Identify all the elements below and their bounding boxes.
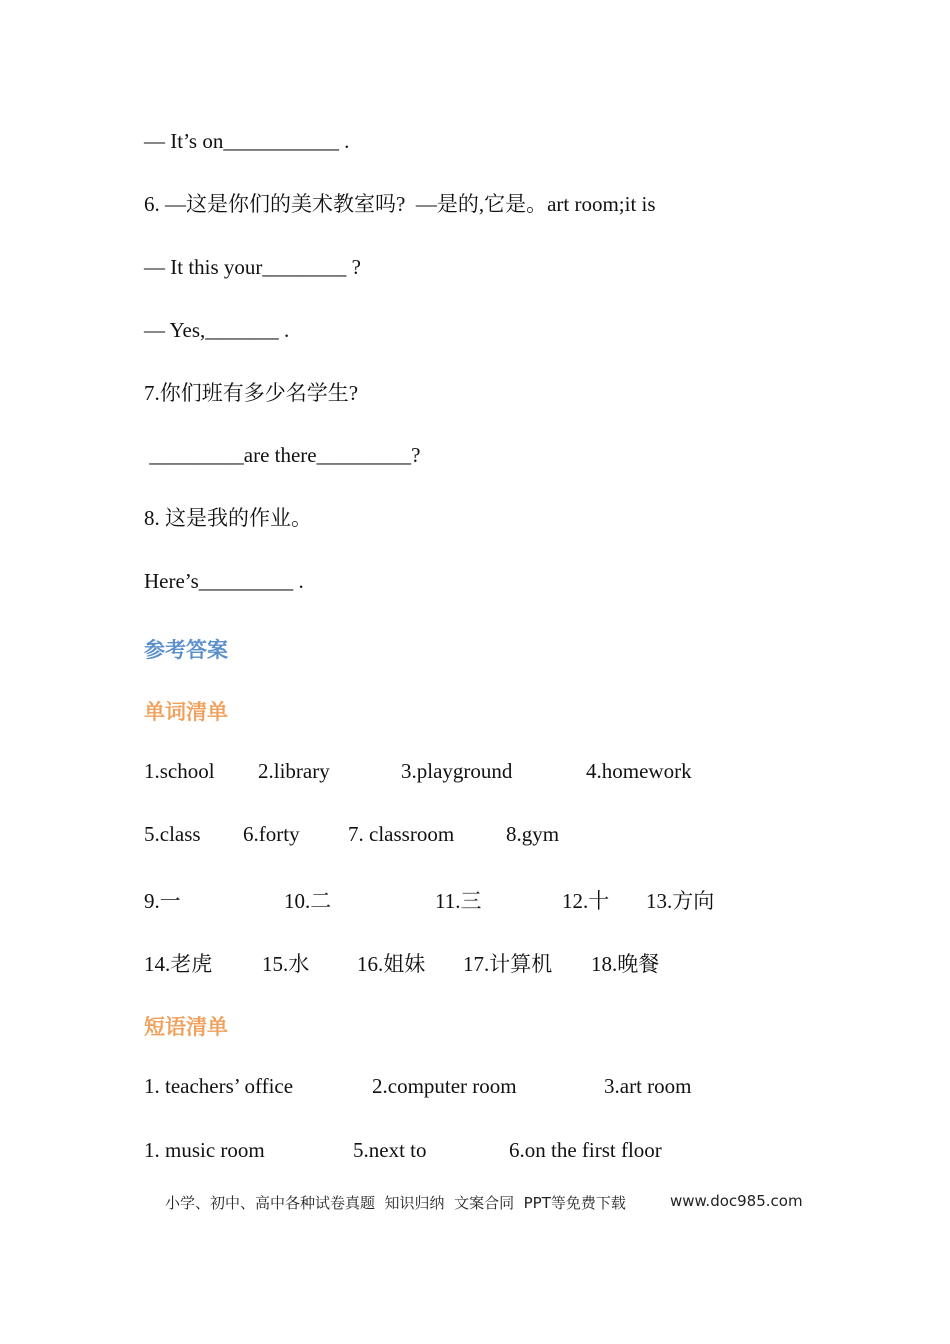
list-item: 2.library: [258, 759, 330, 783]
q8-prompt: 8. 这是我的作业。: [144, 506, 312, 530]
list-item: 5.class: [144, 822, 201, 846]
q6-line1: — It this your________ ?: [144, 255, 361, 279]
list-item: 10.二: [284, 889, 332, 913]
list-item: 7. classroom: [348, 822, 455, 846]
list-item: 12.十: [562, 889, 610, 913]
list-item: 15.水: [262, 952, 310, 976]
list-item: 1. teachers’ office: [144, 1074, 294, 1098]
q8-line: Here’s_________ .: [144, 569, 304, 593]
list-item: 1. music room: [144, 1138, 265, 1162]
list-item: 6.on the first floor: [509, 1138, 662, 1162]
list-item: 6.forty: [243, 822, 300, 846]
list-item: 11.三: [435, 889, 482, 913]
list-item: 5.next to: [353, 1138, 427, 1162]
answers-title: 参考答案: [144, 638, 228, 662]
list-item: 16.姐妹: [357, 952, 426, 976]
footer-url[interactable]: www.doc985.com: [670, 1192, 803, 1210]
footer-text: 小学、初中、高中各种试卷真题 知识归纳 文案合同 PPT等免费下载: [165, 1194, 626, 1212]
list-item: 17.计算机: [463, 952, 553, 976]
list-item: 13.方向: [646, 889, 715, 913]
list-item: 18.晚餐: [591, 952, 660, 976]
q7-line: _________are there_________?: [144, 443, 421, 467]
list-item: 14.老虎: [144, 952, 213, 976]
list-item: 3.art room: [604, 1074, 692, 1098]
q7-prompt: 7.你们班有多少名学生?: [144, 381, 359, 405]
list-item: 8.gym: [506, 822, 560, 846]
q6-prompt: 6. —这是你们的美术教室吗? —是的,它是。art room;it is: [144, 192, 656, 216]
list-item: 3.playground: [401, 759, 513, 783]
words-heading: 单词清单: [144, 700, 228, 724]
q6-line2: — Yes,_______ .: [144, 318, 290, 342]
q5-answer-line: — It’s on___________ .: [144, 129, 350, 153]
phrases-heading: 短语清单: [144, 1015, 228, 1039]
list-item: 9.一: [144, 889, 181, 913]
list-item: 2.computer room: [372, 1074, 517, 1098]
list-item: 1.school: [144, 759, 215, 783]
list-item: 4.homework: [586, 759, 692, 783]
